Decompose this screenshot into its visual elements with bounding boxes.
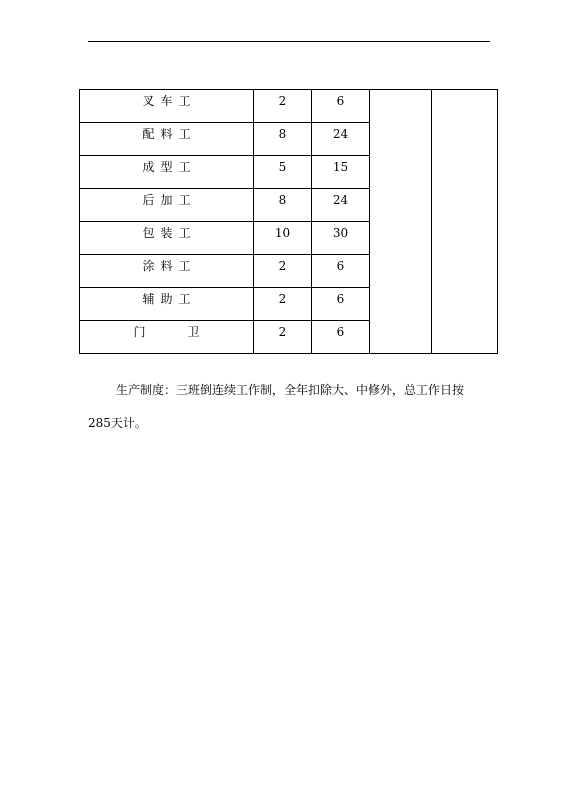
merged-blank-cell-1 (370, 90, 432, 354)
total-headcount-cell-text: 6 (336, 94, 345, 108)
total-headcount-cell (312, 90, 370, 123)
headcount-cell-text: 2 (278, 259, 287, 273)
headcount-cell-text: 8 (278, 193, 287, 207)
total-headcount-cell (312, 222, 370, 255)
total-headcount-cell-text: 24 (332, 193, 349, 207)
staffing-table (79, 89, 498, 354)
job-title-cell-text: 叉车工 (142, 94, 197, 108)
headcount-cell (254, 321, 312, 354)
headcount-cell (254, 156, 312, 189)
job-title-cell-text: 配料工 (142, 127, 197, 141)
headcount-cell-text: 8 (278, 127, 287, 141)
headcount-cell (254, 189, 312, 222)
headcount-cell (254, 222, 312, 255)
job-title-cell (80, 189, 254, 222)
job-title-cell-text: 辅助工 (142, 292, 197, 306)
production-schedule-text-line1: 生产制度：三班倒连续工作制，全年扣除大、中修外，总工作日按 (116, 383, 465, 397)
header-rule (88, 41, 490, 42)
total-headcount-cell (312, 321, 370, 354)
total-headcount-cell-text: 30 (332, 226, 349, 240)
job-title-cell (80, 255, 254, 288)
table-row (80, 90, 498, 123)
total-headcount-cell-text: 15 (332, 160, 349, 174)
job-title-cell-text: 后加工 (142, 193, 197, 207)
total-headcount-cell-text: 6 (336, 259, 345, 273)
headcount-cell (254, 255, 312, 288)
headcount-cell-text: 2 (278, 94, 287, 108)
job-title-cell-text: 涂料工 (142, 259, 197, 273)
total-headcount-cell (312, 288, 370, 321)
job-title-cell-text: 成型工 (142, 160, 197, 174)
headcount-cell (254, 288, 312, 321)
total-headcount-cell-text: 6 (336, 325, 345, 339)
headcount-cell-text: 2 (278, 325, 287, 339)
total-headcount-cell (312, 156, 370, 189)
job-title-cell-text: 门 卫 (133, 325, 206, 339)
job-title-cell (80, 288, 254, 321)
total-headcount-cell (312, 255, 370, 288)
headcount-cell (254, 123, 312, 156)
production-schedule-text-line2: 285天计。 (88, 416, 147, 430)
headcount-cell-text: 5 (278, 160, 287, 174)
job-title-cell (80, 123, 254, 156)
job-title-cell (80, 156, 254, 189)
job-title-cell (80, 90, 254, 123)
job-title-cell (80, 222, 254, 255)
headcount-cell-text: 2 (278, 292, 287, 306)
total-headcount-cell (312, 123, 370, 156)
headcount-cell-text: 10 (274, 226, 291, 240)
headcount-cell (254, 90, 312, 123)
total-headcount-cell (312, 189, 370, 222)
job-title-cell-text: 包装工 (142, 226, 197, 240)
job-title-cell (80, 321, 254, 354)
merged-blank-cell-2 (432, 90, 498, 354)
total-headcount-cell-text: 6 (336, 292, 345, 306)
total-headcount-cell-text: 24 (332, 127, 349, 141)
